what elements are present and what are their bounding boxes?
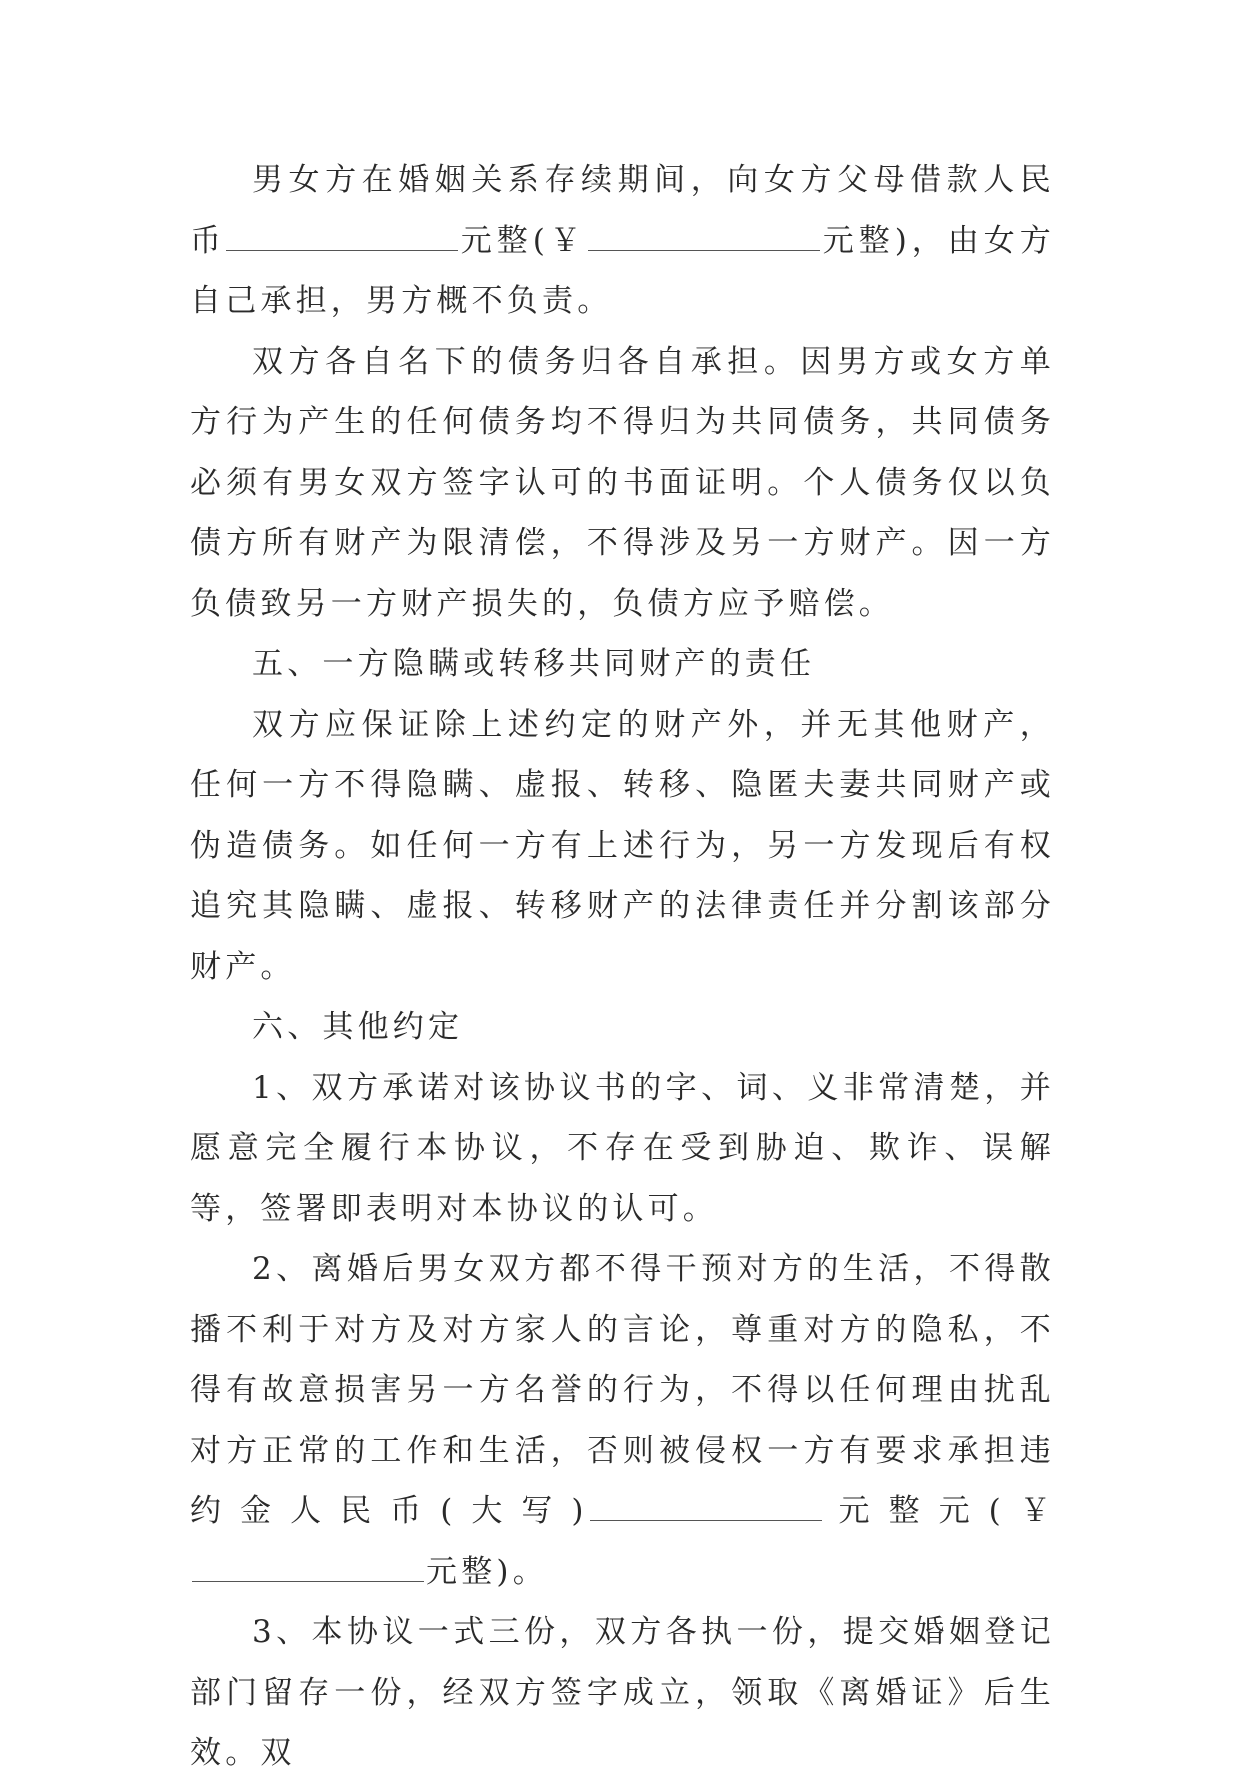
item-2-text-start: 2、离婚后男女双方都不得干预对方的生活，不得散播不利于对方及对方家人的言论，尊重对方的隐私，不得有故意损害另一方名誉的行为，不得以任何理由扰乱对方正常的工作和生活，否则被侵权一方有要求承担违约金人民币(大写) xyxy=(190,1251,1055,1529)
section-heading-6: 六、其他约定 xyxy=(252,1009,464,1045)
document-page xyxy=(190,150,1055,1784)
paragraph-concealment: 双方应保证除上述约定的财产外，并无其他财产，任何一方不得隐瞒、虚报、转移、隐匿夫妻共同财产或伪造债务。如任何一方有上述行为，另一方发现后有权追究其隐瞒、虚报、转移财产的法律责任并分割该部分财产。 xyxy=(190,706,1055,985)
agreement-item-1: 1、双方承诺对该协议书的字、词、义非常清楚，并愿意完全履行本协议，不存在受到胁迫、欺诈、误解等，签署即表明对本协议的认可。 xyxy=(190,1069,1055,1227)
item-2-text-middle: 元整元(￥ xyxy=(823,1493,1055,1529)
penalty-blank-number[interactable] xyxy=(192,1550,424,1582)
item-2-text-end: 元整)。 xyxy=(426,1553,548,1590)
agreement-item-3: 3、本协议一式三份，双方各执一份，提交婚姻登记部门留存一份，经双方签字成立，领取《离婚证》后生效。双 xyxy=(190,1614,1055,1771)
agreement-item-2 xyxy=(190,1239,1055,1602)
loan-text-start: 男女方在婚姻关系存续期间，向女方父母借款人民币 xyxy=(190,162,1055,259)
paragraph-personal-debt: 双方各自名下的债务归各自承担。因男方或女方单方行为产生的任何债务均不得归为共同债务，共同债务必须有男女双方签字认可的书面证明。个人债务仅以负债方所有财产为限清偿，不得涉及另一方财产。因一方负债致另一方财产损失的，负债方应予赔偿。 xyxy=(190,343,1055,622)
paragraph-parent-loan xyxy=(190,150,1055,332)
amount-blank-number[interactable] xyxy=(588,219,820,251)
loan-text-middle: 元整(￥ xyxy=(460,222,586,259)
section-heading-5: 五、一方隐瞒或转移共同财产的责任 xyxy=(252,646,816,682)
penalty-blank-chinese[interactable] xyxy=(590,1489,822,1521)
amount-blank-chinese[interactable] xyxy=(226,219,458,251)
loan-text-end: 元整)，由女方自己承担，男方概不负责。 xyxy=(190,222,1055,319)
